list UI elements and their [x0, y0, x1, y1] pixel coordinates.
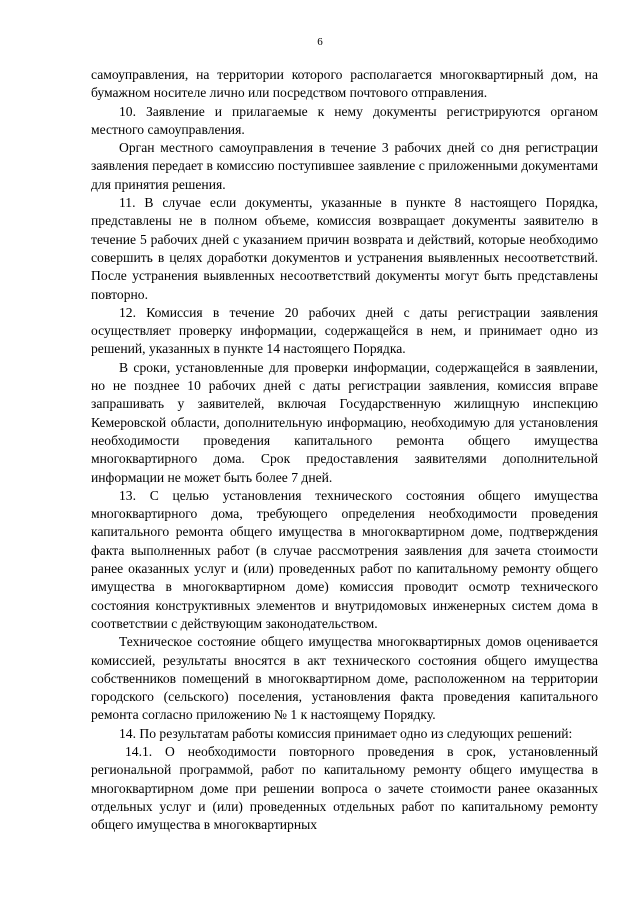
paragraph-item-11: 11. В случае если документы, указанные в пункте 8 настоящего Порядка, представлены не в полном объеме, комиссия возвращает документы заявителю в течение 5 рабочих дней с указанием причин возврата и действий, которые необходимо совершить в целях доработки документов и устранения выявленных несоответствий. После устранения выявленных несоответствий документы могут быть представлены повторно. — [91, 195, 598, 302]
paragraph-continuation: самоуправления, на территории которого располагается многоквартирный дом, на бумажном носителе лично или посредством почтового отправления. — [91, 67, 598, 101]
document-body — [91, 66, 598, 834]
paragraph-item-14: 14. По результатам работы комиссия принимает одно из следующих решений: — [119, 725, 573, 741]
paragraph-item-14-1: 14.1. О необходимости повторного проведения в срок, установленный региональной программой, работ по капитальному ремонту общего имущества в многоквартирном доме при решении вопроса о зачете стоимости ранее оказанных отдельных услуг и (или) проведенных отдельных работ по капитальному ремонту общего имущества в многоквартирных — [91, 743, 598, 833]
paragraph-item-13: 13. С целью установления технического состояния общего имущества многоквартирного дома, требующего определения необходимости проведения капитального ремонта общего имущества в многоквартирном доме, подтверждения факта выполненных работ (в случае рассмотрения заявления для зачета стоимости ранее оказанных услуг и (или) проведенных работ по капитальному ремонту общего имущества в многоквартирном доме) комиссия проводит осмотр технического состояния конструктивных элементов и внутридомовых инженерных систем дома в соответствии с действующим законодательством. — [91, 487, 598, 631]
paragraph-item-10: 10. Заявление и прилагаемые к нему документы регистрируются органом местного самоуправления. — [91, 103, 598, 137]
paragraph-item-10-continued: Орган местного самоуправления в течение 3 рабочих дней со дня регистрации заявления передает в комиссию поступившее заявление с приложенными документами для принятия решения. — [91, 140, 598, 192]
paragraph-item-12-continued: В сроки, установленные для проверки информации, содержащейся в заявлении, но не позднее 10 рабочих дней с даты регистрации заявления, комиссия вправе запрашивать у заявителей, включая Государственную жилищную инспекцию Кемеровской области, дополнительную информацию, необходимую для установления необходимости проведения капитального ремонта общего имущества многоквартирного дома. Срок предоставления заявителями дополнительной информации не может быть более 7 дней. — [91, 359, 598, 485]
page-number: 6 — [317, 36, 323, 48]
paragraph-item-12: 12. Комиссия в течение 20 рабочих дней с даты регистрации заявления осуществляет проверку информации, содержащейся в нем, и принимает одно из решений, указанных в пункте 14 настоящего Порядка. — [91, 304, 598, 357]
paragraph-item-13-continued: Техническое состояние общего имущества многоквартирных домов оценивается комиссией, результаты вносятся в акт технического состояния общего имущества собственников помещений в многоквартирном доме, расположенном на территории городского (сельского) поселения, установления факта проведения капитального ремонта согласно приложению № 1 к настоящему Порядку. — [91, 634, 598, 723]
